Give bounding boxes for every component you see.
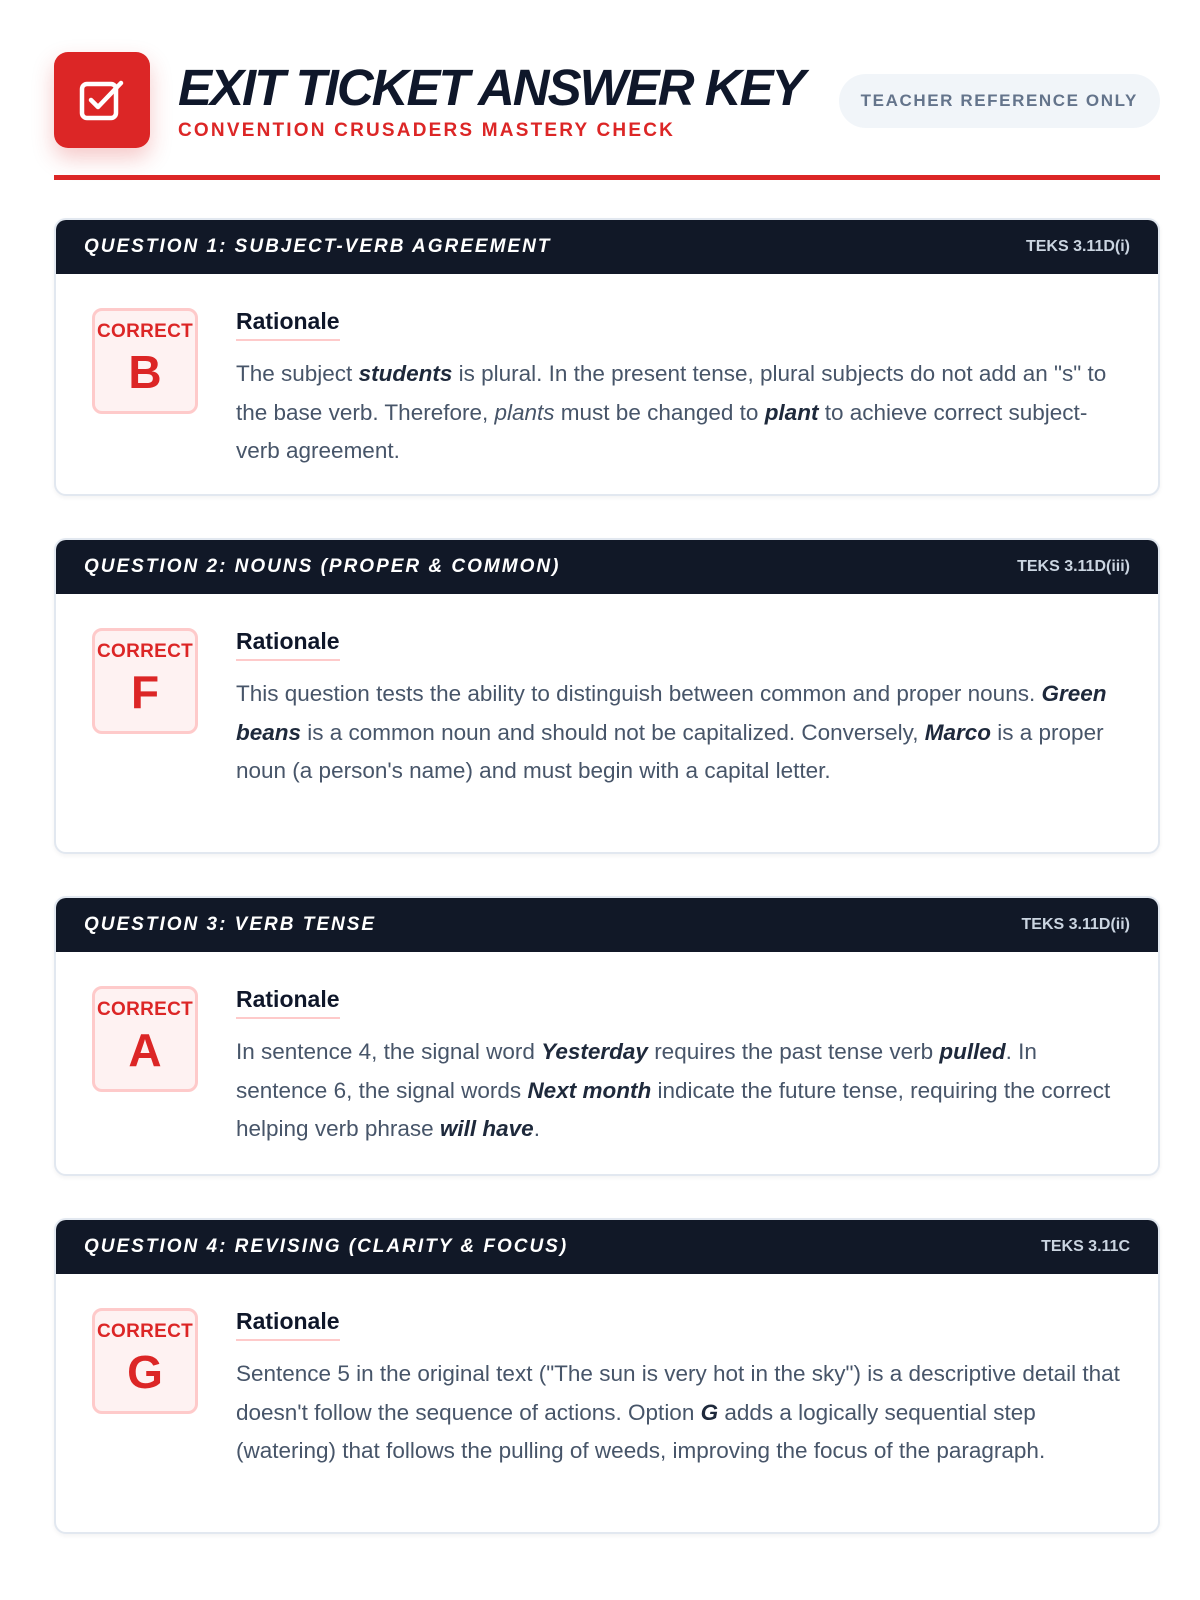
correct-label: CORRECT <box>96 321 194 342</box>
page-title: EXIT TICKET ANSWER KEY <box>178 59 804 116</box>
rationale-run: is a proper noun (a person's name) and must begin with a capital letter. <box>236 719 1104 783</box>
emphasized-term: pulled <box>939 1039 1006 1064</box>
emphasized-term: Yesterday <box>541 1039 648 1064</box>
teks-code: TEKS 3.11D(iii) <box>1017 558 1130 575</box>
rationale-run: In sentence 4, the signal word <box>236 1039 542 1064</box>
answer-letter: G <box>127 1346 163 1398</box>
question-title: QUESTION 4: REVISING (CLARITY & FOCUS) <box>84 1236 569 1257</box>
emphasized-term: will have <box>439 1116 534 1141</box>
emphasized-term: Marco <box>924 719 992 745</box>
emphasized-term: plant <box>764 399 819 425</box>
question-card <box>54 1218 1160 1534</box>
emphasized-term: Green beans <box>236 681 1107 745</box>
question-title: QUESTION 1: SUBJECT-VERB AGREEMENT <box>84 236 552 257</box>
correct-answer-box <box>92 308 198 414</box>
correct-answer-box <box>92 1308 198 1414</box>
correct-answer-box <box>92 628 198 734</box>
question-title: QUESTION 2: NOUNS (PROPER & COMMON) <box>84 556 561 577</box>
rationale-heading: Rationale <box>236 628 340 661</box>
rationale-run: is a common noun and should not be capitalized. Conversely, <box>301 719 925 745</box>
emphasized-term: G <box>700 1399 719 1425</box>
question-header <box>56 540 1158 594</box>
question-card <box>54 896 1160 1176</box>
rationale-section <box>236 986 1122 1149</box>
rationale-section <box>236 1308 1122 1471</box>
rationale-text <box>236 355 1122 471</box>
rationale-run: Sentence 5 in the original text ("The sun is very hot in the sky") is a descriptive detail that doesn't follow the sequence of actions. Option <box>236 1361 1120 1425</box>
rationale-text <box>236 675 1122 791</box>
rationale-heading: Rationale <box>236 986 340 1019</box>
answer-letter: F <box>130 666 160 718</box>
rationale-run: . <box>533 1116 540 1141</box>
emphasized-term: students <box>358 361 453 386</box>
rationale-run: requires the past tense verb <box>647 1039 940 1064</box>
rationale-run: to achieve correct subject-verb agreement. <box>236 399 1088 463</box>
answer-letter: A <box>128 1024 162 1076</box>
teacher-reference-badge: TEACHER REFERENCE ONLY <box>839 74 1160 128</box>
rationale-heading: Rationale <box>236 308 340 341</box>
rationale-run: This question tests the ability to distinguish between common and proper nouns. <box>236 681 1042 706</box>
question-header <box>56 898 1158 952</box>
header-divider <box>54 175 1160 180</box>
question-card <box>54 538 1160 854</box>
teks-code: TEKS 3.11D(i) <box>1025 238 1130 255</box>
question-title: QUESTION 3: VERB TENSE <box>84 914 377 935</box>
checkbox-icon <box>54 52 150 148</box>
teks-code: TEKS 3.11C <box>1041 1238 1130 1255</box>
correct-label: CORRECT <box>96 1321 194 1342</box>
correct-label: CORRECT <box>96 999 194 1020</box>
question-header <box>56 1220 1158 1274</box>
page-subtitle: CONVENTION CRUSADERS MASTERY CHECK <box>178 120 676 141</box>
rationale-run: must be changed to <box>554 399 765 425</box>
question-header <box>56 220 1158 274</box>
question-card <box>54 218 1160 496</box>
rationale-text <box>236 1033 1122 1149</box>
rationale-run: indicate the future tense, requiring the correct helping verb phrase <box>236 1077 1111 1141</box>
rationale-section <box>236 628 1122 791</box>
rationale-section <box>236 308 1122 471</box>
emphasized-term: plants <box>494 399 555 425</box>
emphasized-term: Next month <box>527 1077 652 1103</box>
answer-letter: B <box>128 346 162 398</box>
correct-answer-box <box>92 986 198 1092</box>
page-header <box>54 52 1160 182</box>
rationale-run: The subject <box>236 361 359 386</box>
rationale-run: is plural. In the present tense, plural subjects do not add an "s" to the base verb. Therefore, <box>236 361 1107 425</box>
correct-label: CORRECT <box>96 641 194 662</box>
rationale-heading: Rationale <box>236 1308 340 1341</box>
teks-code: TEKS 3.11D(ii) <box>1021 916 1130 933</box>
rationale-run: adds a logically sequential step (watering) that follows the pulling of weeds, improving the focus of the paragraph. <box>236 1399 1046 1463</box>
rationale-run: . In sentence 6, the signal words <box>236 1039 1037 1103</box>
rationale-text <box>236 1355 1122 1471</box>
